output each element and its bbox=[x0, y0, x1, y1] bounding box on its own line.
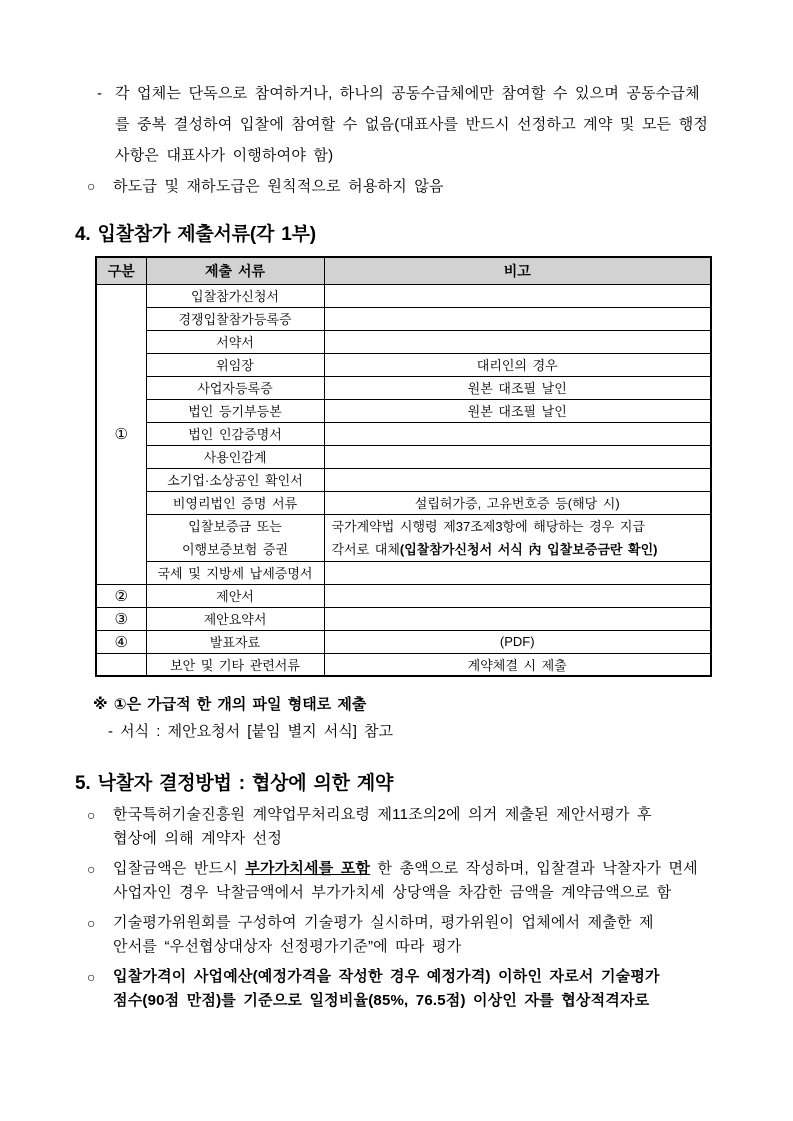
cell-gubun: ② bbox=[96, 584, 146, 607]
cell-doc: 서약서 bbox=[146, 330, 324, 353]
circle-bullet-marker: ○ bbox=[87, 969, 96, 985]
dash-bullet-marker: - bbox=[97, 85, 103, 102]
cell-note: 원본 대조필 날인 bbox=[324, 399, 711, 422]
cell-note: 설립허가증, 고유번호증 등(해당 시) bbox=[324, 491, 711, 514]
cell-note bbox=[324, 445, 711, 468]
table-row bbox=[96, 584, 711, 607]
bullet-contractor-selection bbox=[87, 803, 723, 851]
cell-note bbox=[324, 330, 711, 353]
cell-gubun bbox=[96, 653, 146, 676]
intro-bullet-consortium bbox=[97, 78, 723, 171]
table-row bbox=[96, 653, 711, 676]
cell-doc: 경쟁입찰참가등록증 bbox=[146, 307, 324, 330]
bullet-line: 입찰가격이 사업예산(예정가격을 작성한 경우 예정가격) 이하인 자로서 기술평가 bbox=[113, 968, 660, 985]
col-header-gubun: 구분 bbox=[96, 257, 146, 284]
table-footnote: ※ ①은 가급적 한 개의 파일 형태로 제출 bbox=[93, 696, 367, 713]
table-row bbox=[96, 399, 711, 422]
cell-doc: 보안 및 기타 관련서류 bbox=[146, 653, 324, 676]
table-row bbox=[96, 630, 711, 653]
cell-note bbox=[324, 514, 711, 561]
circle-bullet-marker: ○ bbox=[87, 178, 96, 194]
circle-bullet-marker: ○ bbox=[87, 915, 96, 931]
cell-note: (PDF) bbox=[324, 630, 711, 653]
section4-title: 4. 입찰참가 제출서류(각 1부) bbox=[75, 224, 316, 245]
bullet-line: 안서를 “우선협상대상자 선정평가기준”에 따라 평가 bbox=[113, 938, 462, 955]
cell-doc: 제안서 bbox=[146, 584, 324, 607]
section5-title: 5. 낙찰자 결정방법 : 협상에 의한 계약 bbox=[75, 773, 394, 794]
table-row bbox=[96, 491, 711, 514]
table-row bbox=[96, 445, 711, 468]
circle-bullet-marker: ○ bbox=[87, 807, 96, 823]
bullet-line: 점수(90점 만점)를 기준으로 일정비율(85%, 76.5점) 이상인 자를 협상적격자로 bbox=[113, 992, 650, 1009]
table-row bbox=[96, 307, 711, 330]
cell-doc-line: 입찰보증금 또는 bbox=[188, 518, 282, 534]
bullet-line: 한국특허기술진흥원 계약업무처리요령 제11조의2에 의거 제출된 제안서평가 후 bbox=[113, 806, 652, 823]
cell-note-normal-part: 각서로 대체 bbox=[331, 541, 400, 557]
cell-note bbox=[324, 607, 711, 630]
bullet-line: 기술평가위원회를 구성하여 기술평가 실시하며, 평가위원이 업체에서 제출한 제 bbox=[113, 914, 654, 931]
col-header-note: 비고 bbox=[324, 257, 711, 284]
intro-bullet-line: 사항은 대표사가 이행하여야 함) bbox=[115, 147, 334, 164]
cell-doc: 발표자료 bbox=[146, 630, 324, 653]
cell-doc bbox=[146, 514, 324, 561]
bullet-text-post: 한 총액으로 작성하며, 입찰결과 낙찰자가 면세 bbox=[370, 860, 698, 877]
bullet-text-pre: 입찰금액은 반드시 bbox=[113, 860, 246, 877]
cell-note: 계약체결 시 제출 bbox=[324, 653, 711, 676]
section5-bullet-list bbox=[75, 803, 723, 1013]
cell-note-line: 국가계약법 시행령 제37조제3항에 해당하는 경우 지급 bbox=[331, 518, 645, 534]
circle-bullet-marker: ○ bbox=[87, 861, 96, 877]
intro-bullet-line: 를 중복 결성하여 입찰에 참여할 수 없음(대표사를 반드시 선정하고 계약 및 모든 행정 bbox=[115, 116, 709, 133]
cell-note-bold-part: (입찰참가신청서 서식 內 입찰보증금란 확인) bbox=[399, 541, 658, 557]
bullet-line: 사업자인 경우 낙찰금액에서 부가가치세 상당액을 차감한 금액을 계약금액으로 함 bbox=[113, 884, 672, 901]
cell-gubun: ③ bbox=[96, 607, 146, 630]
bullet-line bbox=[113, 857, 723, 881]
bullet-tech-evaluation bbox=[87, 911, 723, 959]
cell-doc: 사용인감계 bbox=[146, 445, 324, 468]
table-row bbox=[96, 376, 711, 399]
cell-note bbox=[324, 468, 711, 491]
table-row bbox=[96, 468, 711, 491]
cell-note bbox=[324, 561, 711, 584]
table-row-bid-bond bbox=[96, 514, 711, 561]
bullet-bid-amount-vat bbox=[87, 857, 723, 905]
table-footnote-sub: - 서식 : 제안요청서 [붙임 별지 서식] 참고 bbox=[108, 723, 394, 740]
cell-note bbox=[324, 307, 711, 330]
cell-note: 대리인의 경우 bbox=[324, 353, 711, 376]
cell-doc: 입찰참가신청서 bbox=[146, 284, 324, 307]
cell-note-line bbox=[332, 538, 707, 561]
cell-doc: 위임장 bbox=[146, 353, 324, 376]
table-row bbox=[96, 353, 711, 376]
intro-bullet-subcontract bbox=[87, 171, 723, 202]
cell-doc: 사업자등록증 bbox=[146, 376, 324, 399]
cell-doc: 소기업·소상공인 확인서 bbox=[146, 468, 324, 491]
col-header-doc: 제출 서류 bbox=[146, 257, 324, 284]
cell-note: 원본 대조필 날인 bbox=[324, 376, 711, 399]
intro-bullet-line: 각 업체는 단독으로 참여하거나, 하나의 공동수급체에만 참여할 수 있으며 공동수급체 bbox=[115, 85, 700, 102]
cell-gubun-group1: ① bbox=[96, 284, 146, 584]
table-row bbox=[96, 607, 711, 630]
cell-note bbox=[324, 422, 711, 445]
submission-documents-table bbox=[95, 256, 712, 677]
cell-doc-line: 이행보증보험 증권 bbox=[181, 541, 289, 557]
table-header-row bbox=[96, 257, 711, 284]
bullet-text-emphasis: 부가가치세를 포함 bbox=[245, 860, 371, 877]
cell-doc: 국세 및 지방세 납세증명서 bbox=[146, 561, 324, 584]
cell-gubun: ④ bbox=[96, 630, 146, 653]
bullet-line: 협상에 의해 계약자 선정 bbox=[113, 830, 283, 847]
cell-doc: 제안요약서 bbox=[146, 607, 324, 630]
cell-doc: 법인 인감증명서 bbox=[146, 422, 324, 445]
table-row bbox=[96, 422, 711, 445]
table-row bbox=[96, 284, 711, 307]
intro-bullet-line: 하도급 및 재하도급은 원칙적으로 허용하지 않음 bbox=[113, 178, 444, 195]
cell-doc: 법인 등기부등본 bbox=[146, 399, 324, 422]
table-row bbox=[96, 561, 711, 584]
table-row bbox=[96, 330, 711, 353]
cell-doc: 비영리법인 증명 서류 bbox=[146, 491, 324, 514]
cell-note bbox=[324, 284, 711, 307]
bullet-qualification-criteria bbox=[87, 965, 723, 1013]
cell-note bbox=[324, 584, 711, 607]
